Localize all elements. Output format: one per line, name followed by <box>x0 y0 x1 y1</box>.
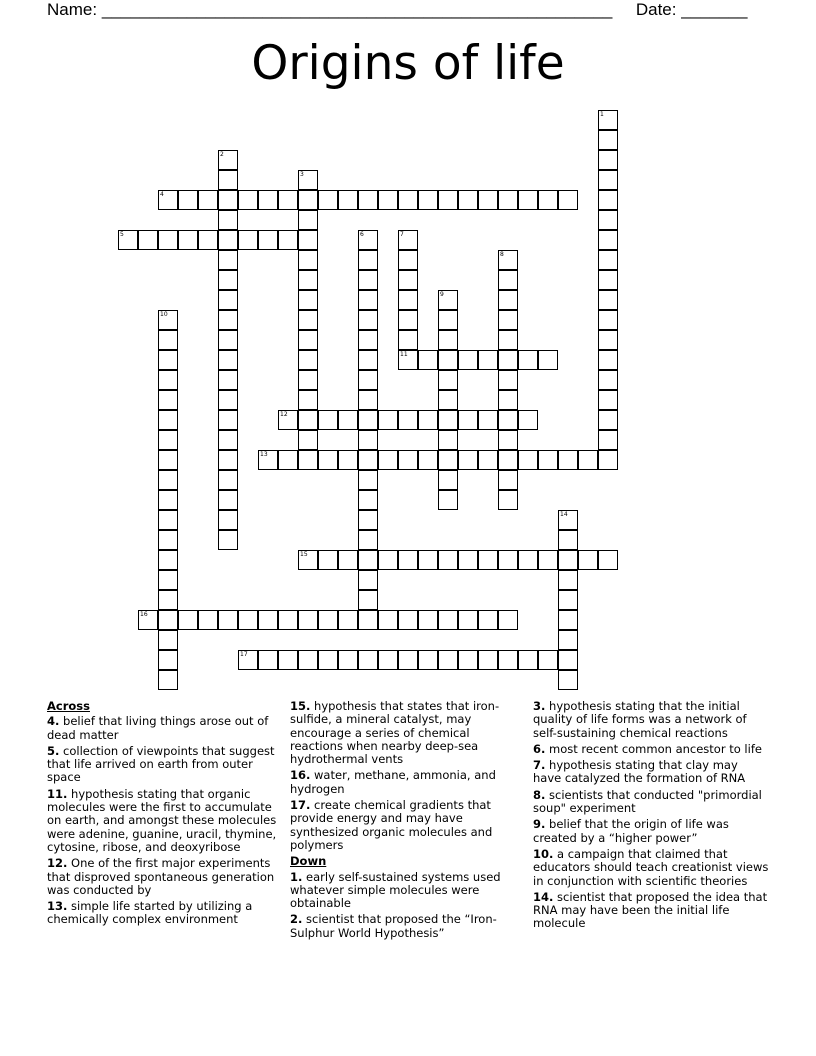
grid-cell[interactable] <box>158 490 178 510</box>
grid-cell[interactable] <box>478 450 498 470</box>
grid-cell[interactable] <box>298 550 318 570</box>
grid-cell[interactable] <box>578 450 598 470</box>
grid-cell[interactable] <box>218 390 238 410</box>
grid-cell[interactable] <box>518 650 538 670</box>
grid-cell[interactable] <box>398 650 418 670</box>
grid-cell[interactable] <box>498 310 518 330</box>
grid-cell[interactable] <box>478 190 498 210</box>
grid-cell[interactable] <box>438 450 458 470</box>
grid-cell[interactable] <box>438 350 458 370</box>
clue-number: 2 <box>220 151 224 158</box>
page-title: Origins of life <box>251 36 565 91</box>
grid-cell[interactable] <box>358 350 378 370</box>
grid-cell[interactable] <box>418 450 438 470</box>
grid-cell[interactable] <box>358 510 378 530</box>
grid-cell[interactable] <box>378 450 398 470</box>
grid-cell[interactable] <box>298 370 318 390</box>
grid-cell[interactable] <box>538 550 558 570</box>
grid-cell[interactable] <box>178 610 198 630</box>
grid-cell[interactable] <box>598 310 618 330</box>
grid-cell[interactable] <box>598 170 618 190</box>
grid-cell[interactable] <box>218 490 238 510</box>
name-line[interactable]: ______________________________________________________ <box>101 0 613 19</box>
clue-down-9: 9. belief that the origin of life was created by a “higher power” <box>533 817 729 845</box>
grid-cell[interactable] <box>518 190 538 210</box>
grid-cell[interactable] <box>398 410 418 430</box>
grid-cell[interactable] <box>218 210 238 230</box>
grid-cell[interactable] <box>178 230 198 250</box>
grid-cell[interactable] <box>218 290 238 310</box>
grid-cell[interactable] <box>198 230 218 250</box>
grid-cell[interactable] <box>558 630 578 650</box>
grid-cell[interactable] <box>358 610 378 630</box>
grid-cell[interactable] <box>358 230 378 250</box>
grid-cell[interactable] <box>338 610 358 630</box>
grid-cell[interactable] <box>478 650 498 670</box>
grid-cell[interactable] <box>378 410 398 430</box>
grid-cell[interactable] <box>298 210 318 230</box>
grid-cell[interactable] <box>158 330 178 350</box>
grid-cell[interactable] <box>598 150 618 170</box>
grid-cell[interactable] <box>398 270 418 290</box>
clue-across-12: 12. One of the first major experiments that disproved spontaneous generation was conducted by <box>47 856 275 897</box>
grid-cell[interactable] <box>498 390 518 410</box>
grid-cell[interactable] <box>158 350 178 370</box>
date-label: Date: <box>635 0 677 19</box>
grid-cell[interactable] <box>358 590 378 610</box>
grid-cell[interactable] <box>298 610 318 630</box>
grid-cell[interactable] <box>218 190 238 210</box>
clue-down-2: 2. scientist that proposed the “Iron-Sulphur World Hypothesis” <box>290 912 497 940</box>
clue-number: 5 <box>120 231 124 238</box>
grid-cell[interactable] <box>298 230 318 250</box>
grid-cell[interactable] <box>498 350 518 370</box>
clue-across-16: 16. water, methane, ammonia, and hydrogen <box>290 768 496 796</box>
grid-cell[interactable] <box>158 570 178 590</box>
clue-number: 17 <box>240 651 248 658</box>
grid-cell[interactable] <box>418 650 438 670</box>
grid-cell[interactable] <box>358 390 378 410</box>
grid-cell[interactable] <box>218 350 238 370</box>
down-heading: Down <box>290 854 327 869</box>
grid-cell[interactable] <box>518 450 538 470</box>
grid-cell[interactable] <box>358 450 378 470</box>
grid-cell[interactable] <box>598 450 618 470</box>
grid-cell[interactable] <box>558 530 578 550</box>
clue-number: 11 <box>400 351 408 358</box>
grid-cell[interactable] <box>478 550 498 570</box>
clue-number: 12 <box>280 411 288 418</box>
grid-cell[interactable] <box>298 650 318 670</box>
grid-cell[interactable] <box>358 570 378 590</box>
grid-cell[interactable] <box>238 650 258 670</box>
grid-cell[interactable] <box>218 610 238 630</box>
grid-cell[interactable] <box>598 110 618 130</box>
grid-cell[interactable] <box>278 190 298 210</box>
grid-cell[interactable] <box>278 610 298 630</box>
grid-cell[interactable] <box>218 410 238 430</box>
grid-cell[interactable] <box>158 550 178 570</box>
clue-across-11: 11. hypothesis stating that organic molecules were the first to accumulate on earth, and amongst these molecules were adenine, guanine, uracil, thymine, cytosine, ribose, and deoxyribose <box>47 786 277 854</box>
grid-cell[interactable] <box>218 330 238 350</box>
clue-down-10: 10. a campaign that claimed that educators should teach creationist views in conjunction with scientific theories <box>533 846 769 888</box>
grid-cell[interactable] <box>498 190 518 210</box>
grid-cell[interactable] <box>598 190 618 210</box>
grid-cell[interactable] <box>318 610 338 630</box>
grid-cell[interactable] <box>218 150 238 170</box>
grid-cell[interactable] <box>158 430 178 450</box>
grid-cell[interactable] <box>438 650 458 670</box>
grid-cell[interactable] <box>558 550 578 570</box>
grid-cell[interactable] <box>158 590 178 610</box>
clue-down-1: 1. early self-sustained systems used whatever simple molecules were obtainable <box>290 869 501 911</box>
grid-cell[interactable] <box>438 370 458 390</box>
grid-cell[interactable] <box>578 550 598 570</box>
clue-down-14: 14. scientist that proposed the idea that RNA may have been the initial life molecule <box>533 889 768 931</box>
grid-cell[interactable] <box>398 190 418 210</box>
grid-cell[interactable] <box>558 510 578 530</box>
grid-cell[interactable] <box>258 650 278 670</box>
grid-cell[interactable] <box>438 490 458 510</box>
grid-cell[interactable] <box>218 370 238 390</box>
clue-number: 15 <box>300 551 308 558</box>
clue-down-8: 8. scientists that conducted "primordial soup" experiment <box>533 787 762 816</box>
grid-cell[interactable] <box>498 430 518 450</box>
grid-cell[interactable] <box>498 370 518 390</box>
grid-cell[interactable] <box>158 190 178 210</box>
grid-cell[interactable] <box>378 190 398 210</box>
grid-cell[interactable] <box>418 350 438 370</box>
grid-cell[interactable] <box>338 650 358 670</box>
grid-cell[interactable] <box>298 330 318 350</box>
clue-number: 16 <box>140 611 148 618</box>
grid-cell[interactable] <box>298 390 318 410</box>
grid-cell[interactable] <box>398 230 418 250</box>
grid-cell[interactable] <box>298 170 318 190</box>
grid-cell[interactable] <box>498 650 518 670</box>
grid-cell[interactable] <box>478 350 498 370</box>
grid-cell[interactable] <box>478 610 498 630</box>
grid-cell[interactable] <box>238 610 258 630</box>
grid-cell[interactable] <box>498 490 518 510</box>
grid-cell[interactable] <box>458 550 478 570</box>
grid-cell[interactable] <box>498 410 518 430</box>
grid-cell[interactable] <box>278 230 298 250</box>
clues-column-1 <box>47 700 283 930</box>
grid-cell[interactable] <box>358 470 378 490</box>
grid-cell[interactable] <box>198 610 218 630</box>
clue-down-6: 6. most recent common ancestor to life <box>533 741 762 756</box>
grid-cell[interactable] <box>538 650 558 670</box>
grid-cell[interactable] <box>438 330 458 350</box>
grid-cell[interactable] <box>218 230 238 250</box>
grid-cell[interactable] <box>358 270 378 290</box>
grid-cell[interactable] <box>518 410 538 430</box>
grid-cell[interactable] <box>298 310 318 330</box>
clues-column-2 <box>290 700 508 943</box>
grid-cell[interactable] <box>358 530 378 550</box>
grid-cell[interactable] <box>258 610 278 630</box>
grid-cell[interactable] <box>598 390 618 410</box>
grid-cell[interactable] <box>558 450 578 470</box>
grid-cell[interactable] <box>458 650 478 670</box>
grid-cell[interactable] <box>378 550 398 570</box>
grid-cell[interactable] <box>278 650 298 670</box>
grid-cell[interactable] <box>338 190 358 210</box>
grid-cell[interactable] <box>118 230 138 250</box>
clue-number: 3 <box>300 171 304 178</box>
grid-cell[interactable] <box>598 210 618 230</box>
across-heading: Across <box>47 699 90 713</box>
grid-cell[interactable] <box>178 190 198 210</box>
grid-cell[interactable] <box>338 550 358 570</box>
grid-cell[interactable] <box>558 610 578 630</box>
grid-cell[interactable] <box>158 530 178 550</box>
grid-cell[interactable] <box>358 410 378 430</box>
grid-cell[interactable] <box>358 650 378 670</box>
grid-cell[interactable] <box>238 190 258 210</box>
grid-cell[interactable] <box>538 350 558 370</box>
grid-cell[interactable] <box>398 310 418 330</box>
clue-across-13: 13. simple life started by utilizing a chemically complex environment <box>47 899 253 927</box>
grid-cell[interactable] <box>438 610 458 630</box>
grid-cell[interactable] <box>458 610 478 630</box>
grid-cell[interactable] <box>158 670 178 690</box>
grid-cell[interactable] <box>418 410 438 430</box>
grid-cell[interactable] <box>258 450 278 470</box>
grid-cell[interactable] <box>498 610 518 630</box>
clue-across-15: 15. hypothesis that states that iron-sulfide, a mineral catalyst, may encourage a series of chemical reactions when nearby deep-sea hydrothermal vents <box>290 699 500 767</box>
grid-cell[interactable] <box>218 430 238 450</box>
grid-cell[interactable] <box>358 330 378 350</box>
clue-number: 4 <box>160 191 164 198</box>
date-line[interactable]: _______ <box>681 0 748 19</box>
grid-cell[interactable] <box>558 590 578 610</box>
grid-cell[interactable] <box>398 250 418 270</box>
grid-cell[interactable] <box>598 330 618 350</box>
grid-cell[interactable] <box>298 190 318 210</box>
clue-down-3: 3. hypothesis stating that the initial quality of life forms was a network of self-sustaining chemical reactions <box>533 699 747 740</box>
clue-number: 9 <box>440 291 444 298</box>
grid-cell[interactable] <box>318 550 338 570</box>
name-label: Name: <box>47 0 98 19</box>
grid-cell[interactable] <box>438 550 458 570</box>
grid-cell[interactable] <box>318 650 338 670</box>
grid-cell[interactable] <box>398 450 418 470</box>
grid-cell[interactable] <box>558 190 578 210</box>
clues-column-3 <box>533 700 769 934</box>
grid-cell[interactable] <box>598 410 618 430</box>
grid-cell[interactable] <box>158 230 178 250</box>
grid-cell[interactable] <box>218 470 238 490</box>
grid-cell[interactable] <box>298 250 318 270</box>
grid-cell[interactable] <box>318 190 338 210</box>
grid-cell[interactable] <box>218 310 238 330</box>
grid-cell[interactable] <box>598 250 618 270</box>
grid-cell[interactable] <box>598 230 618 250</box>
clue-number: 10 <box>160 311 168 318</box>
grid-cell[interactable] <box>398 330 418 350</box>
grid-cell[interactable] <box>398 610 418 630</box>
grid-cell[interactable] <box>498 290 518 310</box>
grid-cell[interactable] <box>298 410 318 430</box>
grid-cell[interactable] <box>378 610 398 630</box>
clue-number: 6 <box>360 231 364 238</box>
grid-cell[interactable] <box>298 450 318 470</box>
grid-cell[interactable] <box>418 550 438 570</box>
grid-cell[interactable] <box>598 290 618 310</box>
grid-cell[interactable] <box>158 450 178 470</box>
grid-cell[interactable] <box>158 650 178 670</box>
grid-cell[interactable] <box>518 350 538 370</box>
grid-cell[interactable] <box>298 350 318 370</box>
grid-cell[interactable] <box>358 290 378 310</box>
clue-across-5: 5. collection of viewpoints that suggest that life arrived on earth from outer space <box>47 743 275 785</box>
grid-cell[interactable] <box>318 450 338 470</box>
grid-cell[interactable] <box>278 410 298 430</box>
grid-cell[interactable] <box>358 310 378 330</box>
grid-cell[interactable] <box>158 310 178 330</box>
grid-cell[interactable] <box>358 370 378 390</box>
grid-cell[interactable] <box>438 310 458 330</box>
grid-cell[interactable] <box>598 350 618 370</box>
grid-cell[interactable] <box>418 610 438 630</box>
grid-cell[interactable] <box>198 190 218 210</box>
grid-cell[interactable] <box>538 190 558 210</box>
grid-cell[interactable] <box>138 610 158 630</box>
grid-cell[interactable] <box>218 270 238 290</box>
grid-cell[interactable] <box>498 250 518 270</box>
grid-cell[interactable] <box>458 410 478 430</box>
grid-cell[interactable] <box>278 450 298 470</box>
grid-cell[interactable] <box>598 270 618 290</box>
clue-number: 13 <box>260 451 268 458</box>
grid-cell[interactable] <box>158 630 178 650</box>
grid-cell[interactable] <box>418 190 438 210</box>
grid-cell[interactable] <box>438 410 458 430</box>
grid-cell[interactable] <box>218 450 238 470</box>
clue-number: 7 <box>400 231 404 238</box>
grid-cell[interactable] <box>498 450 518 470</box>
grid-cell[interactable] <box>158 510 178 530</box>
grid-cell[interactable] <box>458 190 478 210</box>
grid-cell[interactable] <box>598 370 618 390</box>
grid-cell[interactable] <box>158 410 178 430</box>
grid-cell[interactable] <box>218 170 238 190</box>
grid-cell[interactable] <box>598 130 618 150</box>
clue-down-7: 7. hypothesis stating that clay may have catalyzed the formation of RNA <box>533 758 746 786</box>
clue-across-4: 4. belief that living things arose out of dead matter <box>47 714 269 742</box>
grid-cell[interactable] <box>438 430 458 450</box>
grid-cell[interactable] <box>378 650 398 670</box>
grid-cell[interactable] <box>358 550 378 570</box>
grid-cell[interactable] <box>498 470 518 490</box>
grid-cell[interactable] <box>538 450 558 470</box>
grid-cell[interactable] <box>358 490 378 510</box>
grid-cell[interactable] <box>138 230 158 250</box>
grid-cell[interactable] <box>158 390 178 410</box>
clue-number: 1 <box>600 111 604 118</box>
grid-cell[interactable] <box>158 370 178 390</box>
grid-cell[interactable] <box>398 290 418 310</box>
clue-number: 8 <box>500 251 504 258</box>
grid-cell[interactable] <box>438 390 458 410</box>
grid-cell[interactable] <box>158 470 178 490</box>
clue-number: 14 <box>560 511 568 518</box>
grid-cell[interactable] <box>358 190 378 210</box>
grid-cell[interactable] <box>438 190 458 210</box>
grid-cell[interactable] <box>478 410 498 430</box>
grid-cell[interactable] <box>258 230 278 250</box>
grid-cell[interactable] <box>518 550 538 570</box>
grid-cell[interactable] <box>438 290 458 310</box>
grid-cell[interactable] <box>358 250 378 270</box>
grid-cell[interactable] <box>338 450 358 470</box>
grid-cell[interactable] <box>458 450 478 470</box>
grid-cell[interactable] <box>238 230 258 250</box>
grid-cell[interactable] <box>498 550 518 570</box>
grid-cell[interactable] <box>218 530 238 550</box>
grid-cell[interactable] <box>498 330 518 350</box>
grid-cell[interactable] <box>358 430 378 450</box>
grid-cell[interactable] <box>218 510 238 530</box>
grid-cell[interactable] <box>298 270 318 290</box>
grid-cell[interactable] <box>558 670 578 690</box>
grid-cell[interactable] <box>398 350 418 370</box>
grid-cell[interactable] <box>598 430 618 450</box>
grid-cell[interactable] <box>338 410 358 430</box>
grid-cell[interactable] <box>218 250 238 270</box>
grid-cell[interactable] <box>558 650 578 670</box>
grid-cell[interactable] <box>458 350 478 370</box>
grid-cell[interactable] <box>318 410 338 430</box>
clue-across-17: 17. create chemical gradients that provide energy and may have synthesized organic molecules and polymers <box>290 798 493 852</box>
grid-cell[interactable] <box>498 270 518 290</box>
grid-cell[interactable] <box>598 550 618 570</box>
grid-cell[interactable] <box>258 190 278 210</box>
grid-cell[interactable] <box>398 550 418 570</box>
grid-cell[interactable] <box>558 570 578 590</box>
grid-cell[interactable] <box>298 430 318 450</box>
grid-cell[interactable] <box>298 290 318 310</box>
grid-cell[interactable] <box>438 470 458 490</box>
grid-cell[interactable] <box>158 610 178 630</box>
